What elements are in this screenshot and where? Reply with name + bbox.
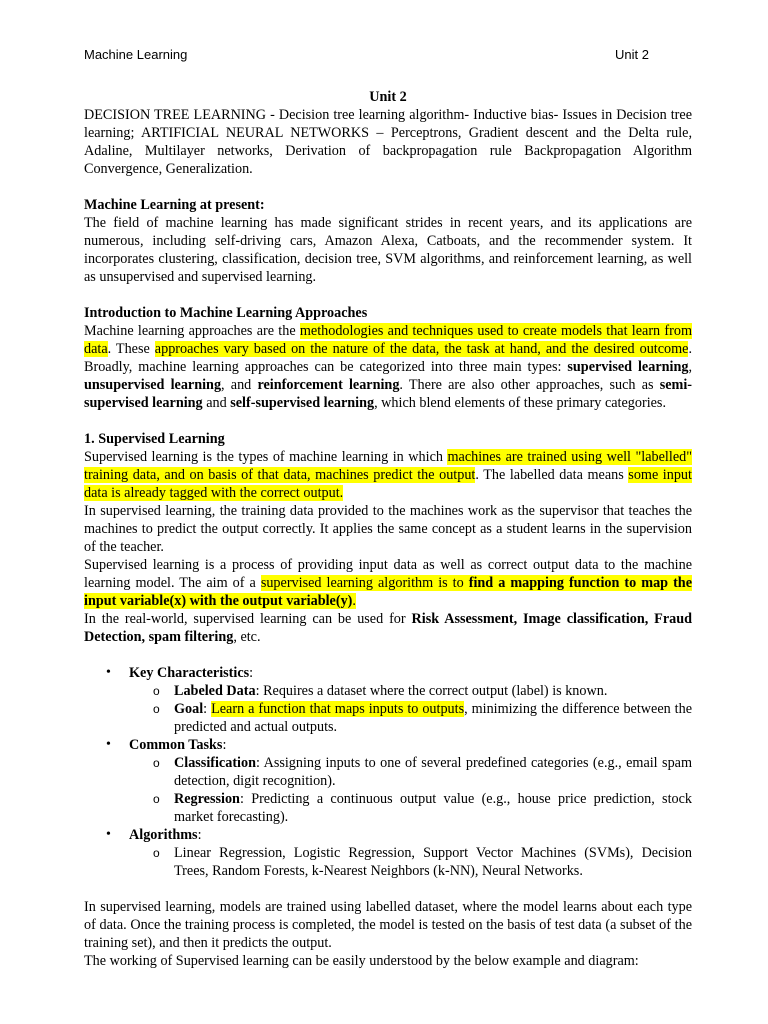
header-left: Machine Learning bbox=[84, 47, 188, 62]
list-subitem-classification: o Classification: Assigning inputs to one of several predefined categories (e.g., email spam detection, digit recognition). bbox=[84, 754, 692, 790]
highlight: approaches vary based on the nature of the data, the task at hand, and the desired outcome bbox=[154, 341, 689, 357]
list-subitem-labeled-data: o Labeled Data: Requires a dataset where the correct output (label) is known. bbox=[84, 682, 692, 700]
list-subitem-goal: o Goal: Learn a function that maps inputs to outputs, minimizing the difference between the predicted and actual outputs. bbox=[84, 700, 692, 736]
intro-heading: Introduction to Machine Learning Approaches bbox=[84, 305, 368, 321]
list-item-algorithms: • Algorithms: o Linear Regression, Logistic Regression, Support Vector Machines (SVMs), Decision Trees, Random Forests, k-Nearest Neighbors (k-NN), Neural Networks. bbox=[84, 826, 692, 880]
list-item-common-tasks: • Common Tasks: o Classification: Assigning inputs to one of several predefined categories (e.g., email spam detection, digit recognition). o Regression: Predicting a continuous output value (e.g., house price prediction, stock market forecasting). bbox=[84, 736, 692, 826]
closing-paragraph-1: In supervised learning, models are trained using labelled dataset, where the model learns about each type of data. Once the training process is completed, the model is tested on the basis of test data (a subset of the training set), and then it predicts the output. bbox=[84, 899, 692, 951]
page-content bbox=[84, 88, 692, 970]
present-heading: Machine Learning at present: bbox=[84, 197, 265, 213]
highlight: some input data is already tagged with the correct output. bbox=[84, 467, 692, 501]
supervised-paragraph-4: In the real-world, supervised learning can be used for Risk Assessment, Image classification, Fraud Detection, spam filtering, etc. bbox=[84, 611, 692, 645]
header-right: Unit 2 bbox=[615, 47, 649, 62]
supervised-paragraph-1: Supervised learning is the types of machine learning in which machines are trained using well "labelled" training data, and on basis of that data, machines predict the output. The labelled data means some input data is already tagged with the correct output. bbox=[84, 449, 692, 501]
intro-paragraph: Machine learning approaches are the methodologies and techniques used to create models that learn from data. These approaches vary based on the nature of the data, the task at hand, and the desired outcome. Broadly, machine learning approaches can be categorized into three main types: supervised learning, unsupervised learning, and reinforcement learning. There are also other approaches, such as semi-supervised learning and self-supervised learning, which blend elements of these primary categories. bbox=[84, 323, 692, 411]
supervised-heading: 1. Supervised Learning bbox=[84, 431, 225, 447]
list-subitem-algorithm-names: o Linear Regression, Logistic Regression, Support Vector Machines (SVMs), Decision Trees, Random Forests, k-Nearest Neighbors (k-NN), Neural Networks. bbox=[84, 844, 692, 880]
list-item-key-characteristics: • Key Characteristics: o Labeled Data: Requires a dataset where the correct output (label) is known. o Goal: Learn a function that maps inputs to outputs, minimizing the difference between the predicted and actual outputs. bbox=[84, 664, 692, 736]
supervised-paragraph-2: In supervised learning, the training data provided to the machines work as the supervisor that teaches the machines to predict the output correctly. It applies the same concept as a student learns in the supervision of the teacher. bbox=[84, 503, 692, 555]
highlight: find a mapping function to map the input variable(x) with the output variable(y) bbox=[84, 575, 692, 609]
highlight: machines are trained using well "labelled" training data, and on basis of that data, machines predict the output bbox=[84, 449, 692, 483]
present-paragraph: The field of machine learning has made significant strides in recent years, and its applications are numerous, including self-driving cars, Amazon Alexa, Catboats, and the recommender system. It incorporates clustering, classification, decision tree, SVM algorithms, and reinforcement learning, as well as unsupervised and supervised learning. bbox=[84, 215, 692, 285]
highlight: methodologies and techniques used to create models that learn from data bbox=[84, 323, 692, 357]
page-title: Unit 2 bbox=[369, 89, 407, 105]
supervised-paragraph-3: Supervised learning is a process of providing input data as well as correct output data to the machine learning model. The aim of a supervised learning algorithm is to find a mapping function to map the input variable(x) with the output variable(y). bbox=[84, 557, 692, 609]
list-subitem-regression: o Regression: Predicting a continuous output value (e.g., house price prediction, stock market forecasting). bbox=[84, 790, 692, 826]
characteristics-list bbox=[84, 664, 692, 880]
highlight: Learn a function that maps inputs to outputs bbox=[211, 701, 465, 717]
closing-paragraph-2: The working of Supervised learning can be easily understood by the below example and diagram: bbox=[84, 953, 639, 969]
syllabus-paragraph: DECISION TREE LEARNING - Decision tree learning algorithm- Inductive bias- Issues in Decision tree learning; ARTIFICIAL NEURAL NETWORKS – Perceptrons, Gradient descent and the Delta rule, Adaline, Multilayer networks, Derivation of backpropagation rule Backpropagation Algorithm Convergence, Generalization. bbox=[84, 107, 692, 177]
highlight: supervised learning algorithm is to bbox=[260, 575, 469, 591]
